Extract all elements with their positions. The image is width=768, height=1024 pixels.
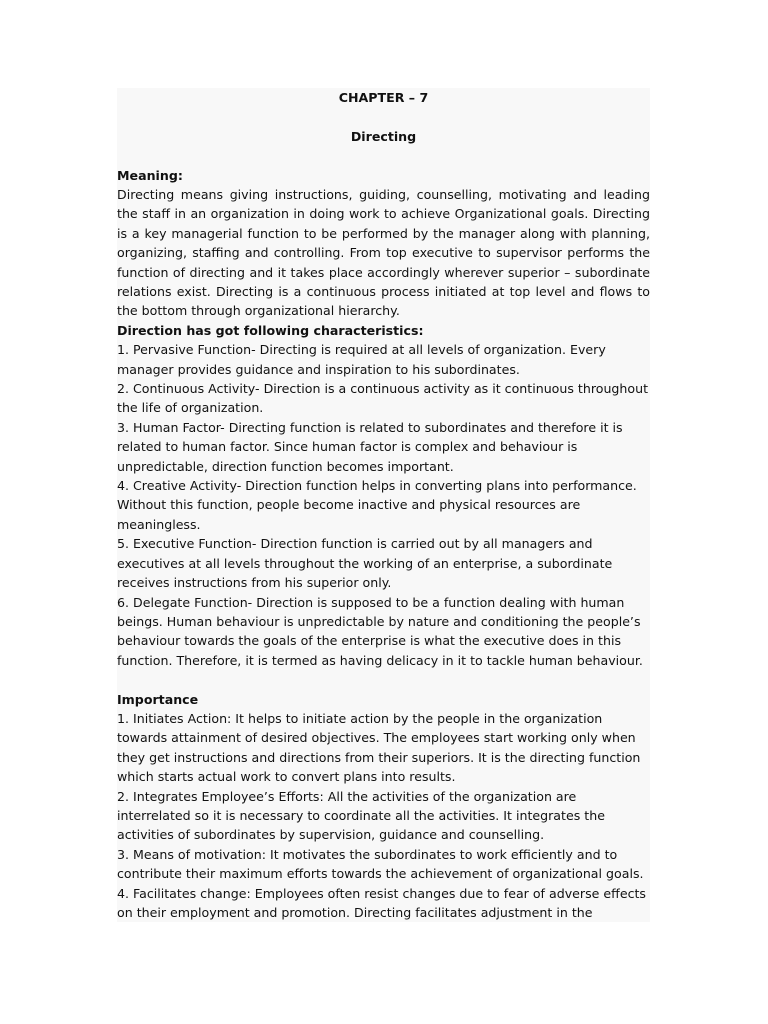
characteristic-item-6: 6. Delegate Function- Direction is supposed to be a function dealing with human beings. Human behaviour is unpredictable by nature and conditioning the people’s behaviour towards the goals of the enterprise is what the executive does in this function. Therefore, it is termed as having delicacy in it to tackle human behaviour. [117,594,643,668]
characteristic-item-3: 3. Human Factor- Directing function is related to subordinates and therefore it is related to human factor. Since human factor is complex and behaviour is unpredictable, direction function becomes important. [117,419,623,474]
importance-item-4: 4. Facilitates change: Employees often resist changes due to fear of adverse effects on their employment and promotion. Directing facilitates adjustment in the [117,885,646,920]
meaning-paragraph: Directing means giving instructions, guiding, counselling, motivating and leading the staff in an organization in doing work to achieve Organizational goals. Directing is a key managerial function to be performed by the manager along with planning, organizing, staffing and controlling. From top executive to supervisor performs the function of directing and it takes place accordingly wherever superior – subordinate relations exist. Directing is a continuous process initiated at top level and flows to the bottom through organizational hierarchy. [117,186,650,319]
document-text-block [117,88,650,922]
page-title: Directing [350,128,417,144]
characteristics-heading: Direction has got following characteristics: [117,322,424,338]
importance-heading: Importance [117,691,199,707]
chapter-label: CHAPTER – 7 [338,90,429,105]
importance-item-2: 2. Integrates Employee’s Efforts: All the activities of the organization are interrelated so it is necessary to coordinate all the activities. It integrates the activities of subordinates by supervision, guidance and counselling. [117,788,605,843]
characteristic-item-2: 2. Continuous Activity- Direction is a continuous activity as it continuous throughout the life of organization. [117,381,649,416]
characteristic-item-5: 5. Executive Function- Direction function is carried out by all managers and executives at all levels throughout the working of an enterprise, a subordinate receives instructions from his superior only. [117,536,613,591]
meaning-heading: Meaning: [117,167,183,183]
importance-item-3: 3. Means of motivation: It motivates the subordinates to work efficiently and to contribute their maximum efforts towards the achievement of organizational goals. [117,846,644,882]
characteristic-item-4: 4. Creative Activity- Direction function helps in converting plans into performance. Without this function, people become inactive and physical resources are meaningless. [117,478,637,532]
importance-item-1: 1. Initiates Action: It helps to initiate action by the people in the organization towards attainment of desired objectives. The employees start working only when they get instructions and directions from their superiors. It is the directing function which starts actual work to convert plans into results. [117,710,641,785]
characteristic-item-1: 1. Pervasive Function- Directing is required at all levels of organization. Every manager provides guidance and inspiration to his subordinates. [117,342,606,377]
